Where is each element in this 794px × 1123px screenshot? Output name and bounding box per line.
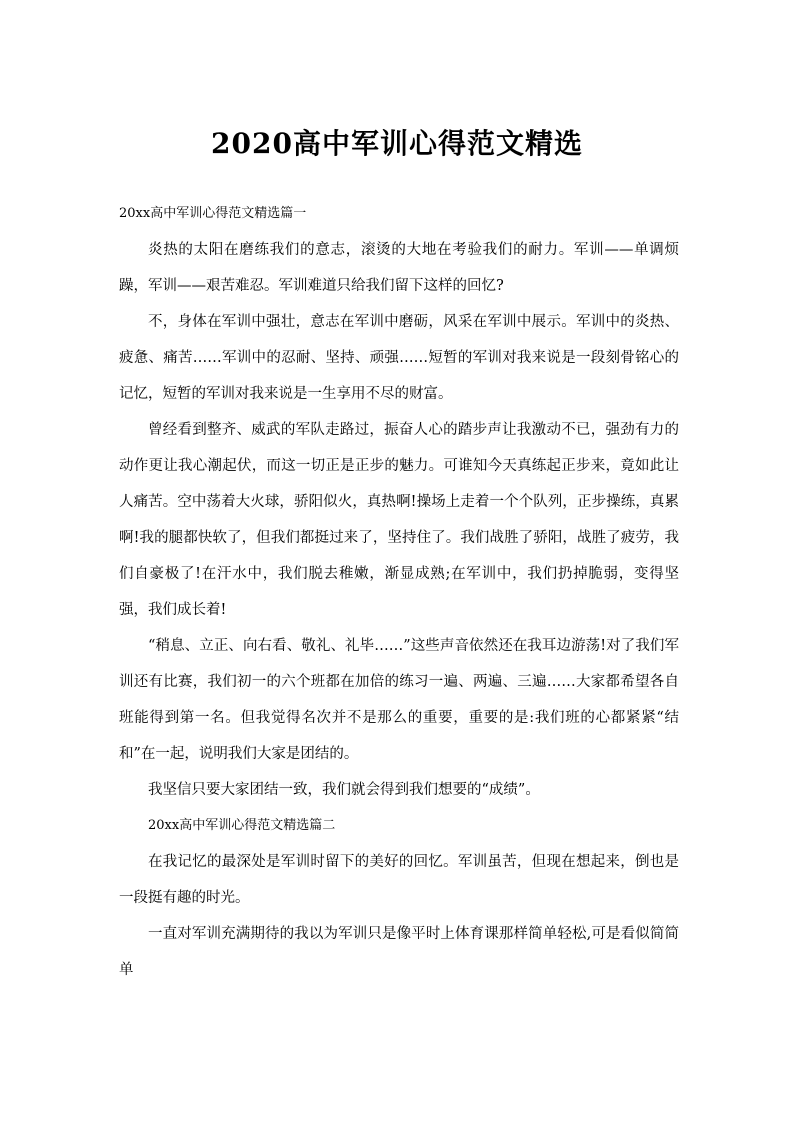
- paragraph-2: 不，身体在军训中强壮，意志在军训中磨砺，风采在军训中展示。军训中的炎热、疲惫、痛苦……军训中的忍耐、坚持、顽强……短暂的军训对我来说是一段刻骨铭心的记忆，短暂的军训对我来说是一生享用不尽的财富。: [119, 314, 679, 402]
- paragraph-7: 一直对军训充满期待的我以为军训只是像平时上体育课那样简单轻松,可是看似简简单: [119, 926, 679, 978]
- paragraph-6: 在我记忆的最深处是军训时留下的美好的回忆。军训虽苦，但现在想起来，倒也是一段挺有趣的时光。: [119, 854, 679, 906]
- paragraph-4: “稍息、立正、向右看、敬礼、礼毕……”这些声音依然还在我耳边游荡!对了我们军训还有比赛，我们初一的六个班都在加倍的练习一遍、两遍、三遍……大家都希望各自班能得到第一名。但我觉得名次并不是那么的重要，重要的是:我们班的心都紧紧“结和”在一起，说明我们大家是团结的。: [119, 638, 679, 762]
- paragraph-3: 曾经看到整齐、威武的军队走路过，振奋人心的踏步声让我激动不已，强劲有力的动作更让我心潮起伏，而这一切正是正步的魅力。可谁知今天真练起正步来，竟如此让人痛苦。空中荡着大火球，骄阳似火，真热啊!操场上走着一个个队列，正步操练，真累啊!我的腿都快软了，但我们都挺过来了，坚持住了。我们战胜了骄阳，战胜了疲劳，我们自豪极了!在汗水中，我们脱去稚嫩，渐显成熟;在军训中，我们扔掉脆弱，变得坚强，我们成长着!: [119, 422, 679, 618]
- section-heading-2: 20xx高中军训心得范文精选篇二: [148, 818, 336, 833]
- document-title: 2020高中军训心得范文精选: [211, 127, 583, 160]
- document-body: [119, 196, 679, 988]
- section-heading-1: 20xx高中军训心得范文精选篇一: [119, 206, 307, 221]
- paragraph-1: 炎热的太阳在磨练我们的意志，滚烫的大地在考验我们的耐力。军训——单调烦躁，军训——艰苦难忍。军训难道只给我们留下这样的回忆?: [119, 242, 679, 294]
- paragraph-5: 我坚信只要大家团结一致，我们就会得到我们想要的“成绩”。: [148, 782, 540, 798]
